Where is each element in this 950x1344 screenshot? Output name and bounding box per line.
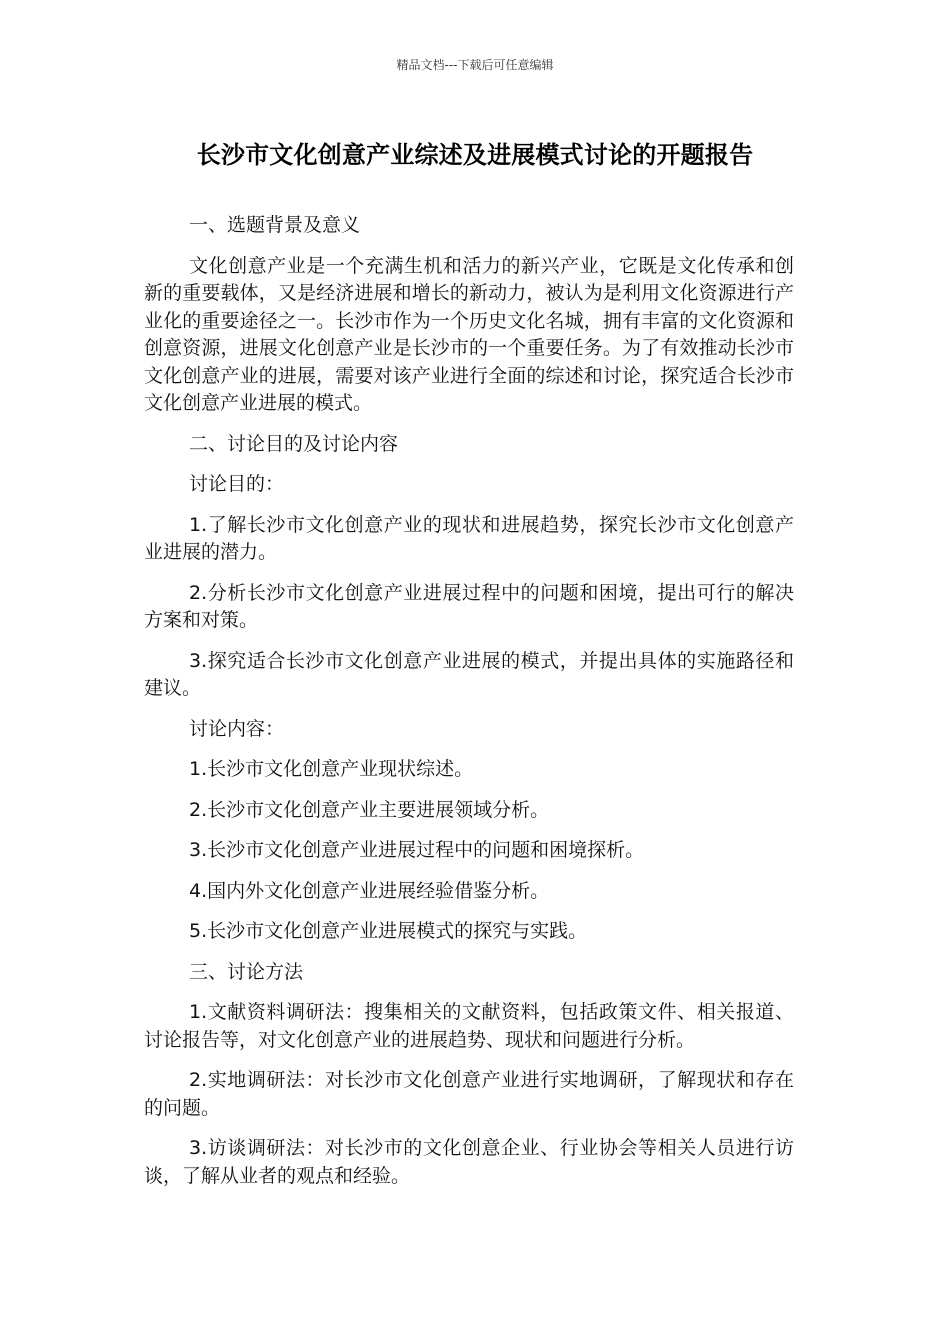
content-item: 5.长沙市文化创意产业进展模式的探究与实践。 [189, 920, 588, 942]
document-title: 长沙市文化创意产业综述及进展模式讨论的开题报告 [196, 141, 754, 169]
content-label: 讨论内容： [189, 717, 285, 740]
header-note: 精品文档---下载后可任意编辑 [396, 58, 554, 72]
purpose-item: 1.了解长沙市文化创意产业的现状和进展趋势，探究长沙市文化创意产业进展的潜力。 [144, 513, 794, 563]
purpose-item: 3.探究适合长沙市文化创意产业进展的模式，并提出具体的实施路径和建议。 [144, 649, 794, 699]
method-item: 3.访谈调研法：对长沙市的文化创意企业、行业协会等相关人员进行访谈，了解从业者的观点和经验。 [144, 1137, 794, 1187]
method-item: 2.实地调研法：对长沙市文化创意产业进行实地调研，了解现状和存在的问题。 [144, 1069, 794, 1119]
background-paragraph: 文化创意产业是一个充满生机和活力的新兴产业，它既是文化传承和创新的重要载体，又是经济进展和增长的新动力，被认为是利用文化资源进行产业化的重要途径之一。长沙市作为一个历史文化名城，拥有丰富的文化资源和创意资源，进展文化创意产业是长沙市的一个重要任务。为了有效推动长沙市文化创意产业的进展，需要对该产业进行全面的综述和讨论，探究适合长沙市文化创意产业进展的模式。 [144, 254, 794, 414]
document-body [144, 212, 794, 1203]
purpose-item: 2.分析长沙市文化创意产业进展过程中的问题和困境，提出可行的解决方案和对策。 [144, 581, 794, 631]
content-item: 4.国内外文化创意产业进展经验借鉴分析。 [189, 879, 550, 902]
section-heading-purpose: 二、讨论目的及讨论内容 [189, 432, 399, 455]
content-item: 1.长沙市文化创意产业现状综述。 [189, 758, 474, 780]
content-item: 3.长沙市文化创意产业进展过程中的问题和困境探析。 [189, 839, 645, 861]
content-item: 2.长沙市文化创意产业主要进展领域分析。 [189, 798, 550, 821]
method-item: 1.文献资料调研法：搜集相关的文献资料，包括政策文件、相关报道、讨论报告等，对文化创意产业的进展趋势、现状和问题进行分析。 [144, 1001, 794, 1051]
purpose-label: 讨论目的： [189, 473, 285, 495]
section-heading-background: 一、选题背景及意义 [189, 214, 361, 236]
section-heading-methods: 三、讨论方法 [189, 960, 304, 983]
